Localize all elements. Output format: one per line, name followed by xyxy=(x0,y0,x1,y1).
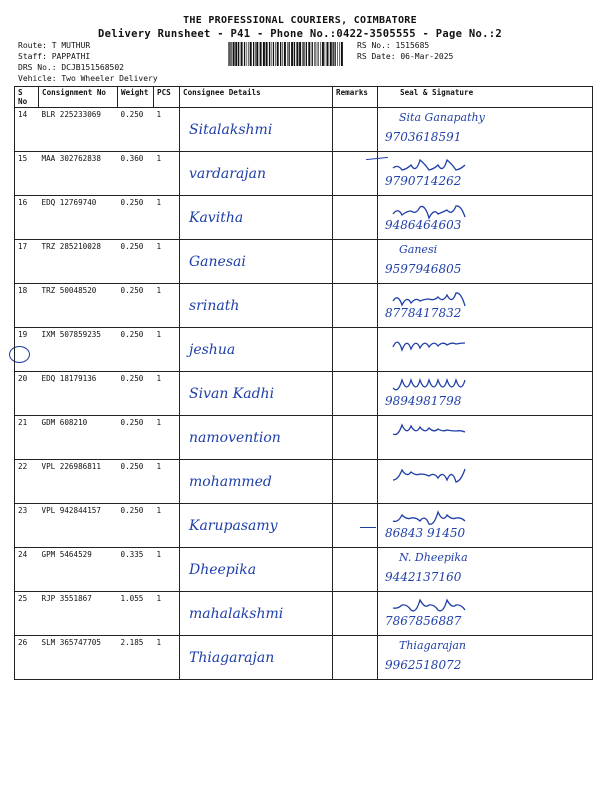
table-row xyxy=(15,548,593,592)
signature-phone: 9486464603 xyxy=(385,218,462,232)
consignment-number: EDQ 18179136 xyxy=(39,372,118,416)
barcode-bar xyxy=(302,42,303,66)
signature-stroke xyxy=(393,380,465,390)
consignee-cell xyxy=(180,548,333,592)
consignee-handwritten-name: Thiagarajan xyxy=(189,650,275,666)
signature-phone: 9442137160 xyxy=(385,570,462,584)
vehicle-label: Vehicle: Two Wheeler Delivery xyxy=(18,74,158,83)
barcode-bar xyxy=(241,42,243,66)
signature-name: N. Dheepika xyxy=(399,551,468,564)
barcode-bar xyxy=(322,42,324,66)
signature-scribble xyxy=(391,332,481,354)
weight-value: 0.250 xyxy=(118,416,154,460)
remarks-cell xyxy=(333,240,378,284)
barcode-bar xyxy=(228,42,229,66)
col-header-sno: S No xyxy=(15,87,39,108)
barcode-bar xyxy=(339,42,340,66)
signature-name: Ganesi xyxy=(399,243,438,256)
barcode-bar xyxy=(341,42,343,66)
serial-number: 18 xyxy=(15,284,39,328)
pieces-count: 1 xyxy=(154,372,180,416)
barcode-bar xyxy=(304,42,305,66)
remarks-cell xyxy=(333,108,378,152)
signature-cell xyxy=(378,284,593,328)
pieces-count: 1 xyxy=(154,504,180,548)
serial-number: 23 xyxy=(15,504,39,548)
rs-date: RS Date: 06-Mar-2025 xyxy=(357,52,454,61)
remarks-cell xyxy=(333,636,378,680)
serial-number: 15 xyxy=(15,152,39,196)
barcode-bar xyxy=(273,42,274,66)
pieces-count: 1 xyxy=(154,328,180,372)
route-label: Route: T MUTHUR xyxy=(18,41,91,50)
table-row xyxy=(15,636,593,680)
barcode-bar xyxy=(318,42,319,66)
pieces-count: 1 xyxy=(154,592,180,636)
barcode-bar xyxy=(284,42,286,66)
barcode-bar xyxy=(255,42,256,66)
weight-value: 0.250 xyxy=(118,108,154,152)
consignee-handwritten-name: vardarajan xyxy=(189,166,266,182)
barcode-bar xyxy=(327,42,329,66)
remarks-cell xyxy=(333,548,378,592)
signature-phone: 9894981798 xyxy=(385,394,462,408)
remarks-cell xyxy=(333,284,378,328)
remarks-cell xyxy=(333,416,378,460)
barcode-bar xyxy=(277,42,279,66)
consignee-cell xyxy=(180,328,333,372)
signature-cell xyxy=(378,196,593,240)
barcode-bar xyxy=(275,42,276,66)
barcode-bar xyxy=(299,42,301,66)
barcode-bar xyxy=(289,42,290,66)
barcode-bar xyxy=(269,42,270,66)
barcode-bar xyxy=(330,42,332,66)
barcode-bar xyxy=(231,42,232,66)
consignment-number: SLM 365747705 xyxy=(39,636,118,680)
pieces-count: 1 xyxy=(154,416,180,460)
serial-number: 19 xyxy=(15,328,39,372)
remarks-cell xyxy=(333,196,378,240)
serial-number: 22 xyxy=(15,460,39,504)
remarks-cell xyxy=(333,372,378,416)
consignment-number: MAA 302762838 xyxy=(39,152,118,196)
consignee-handwritten-name: mohammed xyxy=(189,474,272,490)
barcode-bar xyxy=(317,42,318,66)
barcode-bar xyxy=(296,42,298,66)
signature-phone: 9703618591 xyxy=(385,130,462,144)
signature-name: Thiagarajan xyxy=(399,639,466,652)
signature-cell xyxy=(378,328,593,372)
consignment-number: RJP 3551867 xyxy=(39,592,118,636)
col-header-signature: Seal & Signature xyxy=(378,87,593,108)
weight-value: 0.250 xyxy=(118,240,154,284)
signature-cell xyxy=(378,636,593,680)
document-subtitle: Delivery Runsheet - P41 - Phone No.:0422-3505555 - Page No.:2 xyxy=(98,28,502,40)
signature-scribble xyxy=(391,420,481,442)
pieces-count: 1 xyxy=(154,240,180,284)
signature-phone: 9962518072 xyxy=(385,658,462,672)
col-header-weight: Weight xyxy=(118,87,154,108)
consignment-number: TRZ 50048520 xyxy=(39,284,118,328)
barcode-bar xyxy=(282,42,283,66)
consignment-number: VPL 226986811 xyxy=(39,460,118,504)
consignment-number: BLR 225233069 xyxy=(39,108,118,152)
signature-cell xyxy=(378,548,593,592)
runsheet-table xyxy=(14,86,593,680)
consignee-handwritten-name: jeshua xyxy=(189,342,236,358)
remark-dash xyxy=(360,527,376,528)
signature-cell xyxy=(378,504,593,548)
consignee-cell xyxy=(180,196,333,240)
col-header-pcs: PCS xyxy=(154,87,180,108)
weight-value: 0.250 xyxy=(118,504,154,548)
barcode-bar xyxy=(247,42,248,66)
signature-stroke xyxy=(393,293,465,306)
signature-stroke xyxy=(393,469,465,482)
weight-value: 0.250 xyxy=(118,196,154,240)
signature-phone: 86843 91450 xyxy=(385,526,466,540)
signature-cell xyxy=(378,108,593,152)
table-row xyxy=(15,328,593,372)
table-row xyxy=(15,460,593,504)
consignee-handwritten-name: mahalakshmi xyxy=(189,606,284,622)
barcode-bar xyxy=(335,42,336,66)
consignee-handwritten-name: srinath xyxy=(189,298,240,314)
serial-number: 14 xyxy=(15,108,39,152)
barcode-image xyxy=(228,42,346,66)
barcode-bar xyxy=(280,42,281,66)
barcode-bar xyxy=(320,42,321,66)
remarks-cell xyxy=(333,592,378,636)
serial-number: 17 xyxy=(15,240,39,284)
barcode-bar xyxy=(306,42,307,66)
table-row xyxy=(15,196,593,240)
pieces-count: 1 xyxy=(154,108,180,152)
col-header-remarks: Remarks xyxy=(333,87,378,108)
table-row xyxy=(15,504,593,548)
barcode-bar xyxy=(233,42,235,66)
staff-label: Staff: PAPPATHI xyxy=(18,52,91,61)
remarks-cell xyxy=(333,328,378,372)
serial-number: 21 xyxy=(15,416,39,460)
consignment-number: GPM 5464529 xyxy=(39,548,118,592)
signature-cell xyxy=(378,372,593,416)
signature-stroke xyxy=(393,425,465,435)
table-row xyxy=(15,416,593,460)
serial-number: 26 xyxy=(15,636,39,680)
weight-value: 0.335 xyxy=(118,548,154,592)
signature-phone: 7867856887 xyxy=(385,614,462,628)
consignee-handwritten-name: Karupasamy xyxy=(189,518,278,534)
col-header-consignee: Consignee Details xyxy=(180,87,333,108)
consignee-cell xyxy=(180,372,333,416)
remarks-cell xyxy=(333,460,378,504)
consignee-cell xyxy=(180,240,333,284)
consignment-number: IXM 507859235 xyxy=(39,328,118,372)
weight-value: 1.055 xyxy=(118,592,154,636)
barcode-bar xyxy=(253,42,254,66)
signature-name: Sita Ganapathy xyxy=(399,111,485,124)
pieces-count: 1 xyxy=(154,152,180,196)
barcode-bar xyxy=(333,42,334,66)
table-row xyxy=(15,284,593,328)
barcode-bar xyxy=(316,42,317,66)
weight-value: 2.185 xyxy=(118,636,154,680)
table-row xyxy=(15,108,593,152)
signature-stroke xyxy=(393,342,465,350)
weight-value: 0.360 xyxy=(118,152,154,196)
pieces-count: 1 xyxy=(154,460,180,504)
col-header-consignment: Consignment No xyxy=(39,87,118,108)
table-row xyxy=(15,240,593,284)
serial-number: 25 xyxy=(15,592,39,636)
signature-cell xyxy=(378,152,593,196)
barcode-bar xyxy=(263,42,265,66)
consignee-cell xyxy=(180,460,333,504)
consignee-cell xyxy=(180,284,333,328)
drs-number: DRS No.: DCJB151568502 xyxy=(18,63,124,72)
consignee-cell xyxy=(180,108,333,152)
consignee-cell xyxy=(180,636,333,680)
barcode-bar xyxy=(256,42,258,66)
signature-stroke xyxy=(393,600,465,611)
signature-phone: 9597946805 xyxy=(385,262,462,276)
serial-number: 24 xyxy=(15,548,39,592)
barcode-bar xyxy=(238,42,239,66)
barcode-bar xyxy=(325,42,326,66)
table-row xyxy=(15,152,593,196)
consignee-handwritten-name: Kavitha xyxy=(189,210,244,226)
barcode-bar xyxy=(266,42,268,66)
consignee-cell xyxy=(180,152,333,196)
barcode-bar xyxy=(260,42,262,66)
barcode-bar xyxy=(250,42,252,66)
table-row xyxy=(15,372,593,416)
consignee-cell xyxy=(180,504,333,548)
consignee-handwritten-name: Sivan Kadhi xyxy=(189,386,275,402)
consignee-handwritten-name: namovention xyxy=(189,430,281,446)
signature-phone: 9790714262 xyxy=(385,174,462,188)
signature-stroke xyxy=(393,206,465,218)
signature-cell xyxy=(378,240,593,284)
barcode-bar xyxy=(229,42,230,66)
remarks-cell xyxy=(333,504,378,548)
barcode-bar xyxy=(287,42,288,66)
consignee-handwritten-name: Sitalakshmi xyxy=(189,122,273,138)
barcode-bar xyxy=(308,42,310,66)
signature-scribble xyxy=(391,464,481,486)
weight-value: 0.250 xyxy=(118,460,154,504)
rs-number: RS No.: 1515685 xyxy=(357,41,430,50)
signature-stroke xyxy=(393,512,465,524)
barcode-bar xyxy=(314,42,315,66)
barcode-bar xyxy=(291,42,293,66)
consignment-number: GDM 608210 xyxy=(39,416,118,460)
barcode-bar xyxy=(294,42,295,66)
barcode-bar xyxy=(337,42,338,66)
consignee-cell xyxy=(180,592,333,636)
weight-value: 0.250 xyxy=(118,328,154,372)
pieces-count: 1 xyxy=(154,284,180,328)
table-row xyxy=(15,592,593,636)
weight-value: 0.250 xyxy=(118,372,154,416)
pieces-count: 1 xyxy=(154,548,180,592)
barcode-bar xyxy=(235,42,237,66)
barcode-bar xyxy=(248,42,249,66)
serial-number: 16 xyxy=(15,196,39,240)
consignee-handwritten-name: Ganesai xyxy=(189,254,246,270)
signature-cell xyxy=(378,416,593,460)
signature-phone: 8778417832 xyxy=(385,306,462,320)
document-title: THE PROFESSIONAL COURIERS, COIMBATORE xyxy=(183,15,417,26)
consignment-number: VPL 942844157 xyxy=(39,504,118,548)
weight-value: 0.250 xyxy=(118,284,154,328)
consignee-handwritten-name: Dheepika xyxy=(189,562,257,578)
consignee-cell xyxy=(180,416,333,460)
barcode-bar xyxy=(244,42,245,66)
barcode-bar xyxy=(312,42,313,66)
consignment-number: TRZ 285210028 xyxy=(39,240,118,284)
barcode-bar xyxy=(271,42,272,66)
signature-cell xyxy=(378,592,593,636)
serial-number: 20 xyxy=(15,372,39,416)
signature-cell xyxy=(378,460,593,504)
pieces-count: 1 xyxy=(154,636,180,680)
pieces-count: 1 xyxy=(154,196,180,240)
table-header-row xyxy=(15,87,593,108)
consignment-number: EDQ 12769740 xyxy=(39,196,118,240)
signature-stroke xyxy=(393,160,465,170)
